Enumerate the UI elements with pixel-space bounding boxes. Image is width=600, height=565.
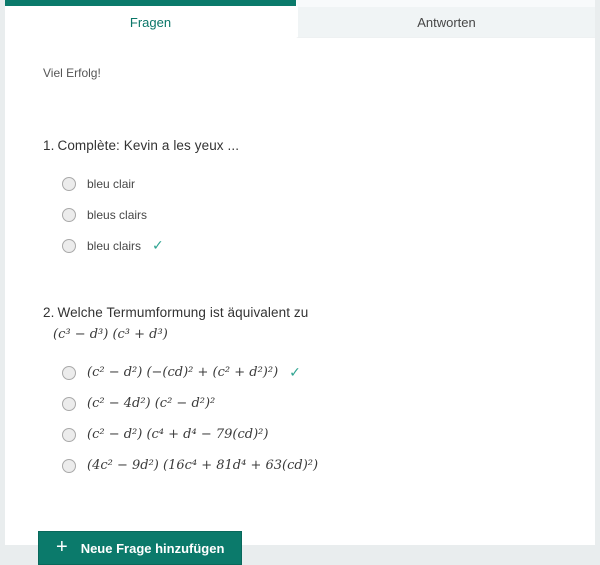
option-label: bleu clair — [87, 177, 135, 191]
plus-icon: + — [56, 537, 68, 557]
radio-button-icon[interactable] — [62, 366, 76, 380]
option-row[interactable] — [43, 168, 575, 199]
question-title — [43, 305, 575, 320]
add-question-label: Neue Frage hinzufügen — [81, 541, 225, 556]
footer — [38, 531, 595, 565]
form-greeting: Viel Erfolg! — [43, 66, 575, 80]
question-title — [43, 138, 575, 153]
radio-button-icon[interactable] — [62, 428, 76, 442]
option-row[interactable] — [43, 450, 575, 481]
question-list — [38, 138, 575, 481]
option-label: bleus clairs — [87, 208, 147, 222]
option-label: bleu clairs — [87, 239, 141, 253]
option-list — [43, 357, 575, 481]
question-title-text: Welche Termumformung ist äquivalent zu — [57, 305, 308, 320]
tab-bar — [5, 0, 595, 38]
option-label: (c² − d²) (c⁴ + d⁴ − 79(cd)²) — [87, 427, 268, 442]
correct-answer-check-icon: ✓ — [152, 238, 164, 254]
option-list — [43, 168, 575, 261]
tab-antworten[interactable]: Antworten — [296, 0, 595, 38]
radio-button-icon[interactable] — [62, 459, 76, 473]
question-number: 1. — [43, 138, 54, 153]
radio-button-icon[interactable] — [62, 208, 76, 222]
form-content — [5, 38, 595, 481]
option-label: (c² − d²) (−(cd)² + (c² + d²)²) — [87, 365, 278, 380]
question-math-expression: (c³ − d³) (c³ + d³) — [53, 327, 575, 342]
option-label: (4c² − 9d²) (16c⁴ + 81d⁴ + 63(cd)²) — [87, 458, 318, 473]
option-row[interactable] — [43, 419, 575, 450]
add-question-button[interactable] — [38, 531, 242, 565]
option-row[interactable] — [43, 230, 575, 261]
option-row[interactable] — [43, 388, 575, 419]
tab-fragen[interactable]: Fragen — [5, 0, 296, 38]
correct-answer-check-icon: ✓ — [289, 365, 301, 381]
question-block — [43, 305, 575, 481]
option-row[interactable] — [43, 199, 575, 230]
question-number: 2. — [43, 305, 54, 320]
radio-button-icon[interactable] — [62, 239, 76, 253]
form-card — [5, 0, 595, 545]
radio-button-icon[interactable] — [62, 177, 76, 191]
question-title-text: Complète: Kevin a les yeux ... — [57, 138, 239, 153]
radio-button-icon[interactable] — [62, 397, 76, 411]
option-row[interactable] — [43, 357, 575, 388]
question-block — [43, 138, 575, 261]
option-label: (c² − 4d²) (c² − d²)² — [87, 396, 215, 411]
